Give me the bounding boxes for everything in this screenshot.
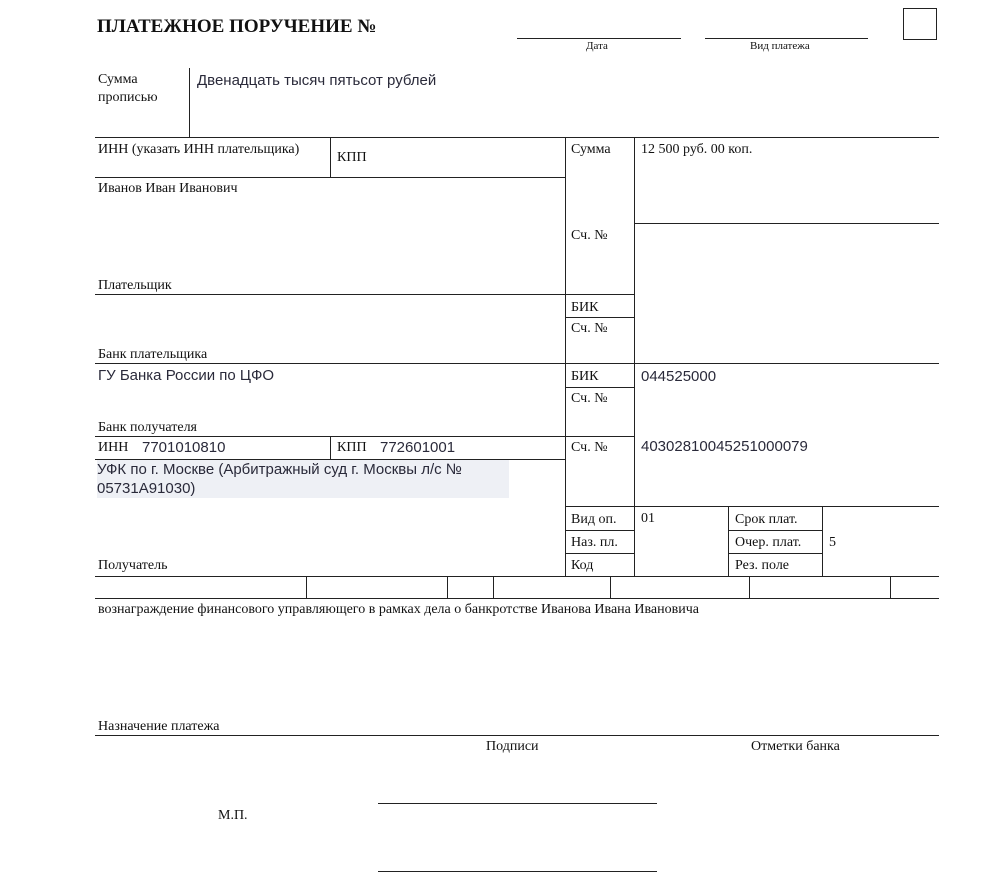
sum-bottom-line bbox=[634, 223, 939, 224]
bik-sep-line bbox=[565, 317, 634, 318]
tax-cell-divider bbox=[610, 576, 611, 598]
vid-op-label: Вид оп. bbox=[571, 512, 617, 527]
payer-account-label: Сч. № bbox=[571, 228, 608, 243]
signatures-label: Подписи bbox=[486, 739, 539, 754]
recipient-name: УФК по г. Москве (Арбитражный суд г. Москвы л/с № 05731А91030) bbox=[97, 460, 509, 498]
recipient-kpp-divider bbox=[330, 436, 331, 459]
codes-mid-divider bbox=[728, 506, 729, 576]
payment-type-label: Вид платежа bbox=[750, 40, 810, 52]
row-line-top bbox=[95, 137, 939, 138]
date-label: Дата bbox=[586, 40, 608, 52]
bik2-sep-line bbox=[565, 387, 634, 388]
ocher-plat-value: 5 bbox=[829, 535, 836, 550]
purpose-text: вознаграждение финансового управляющего в рамках дела о банкротстве Иванова Ивана Ивановича bbox=[98, 602, 699, 617]
left-col-divider bbox=[565, 137, 566, 576]
vid-op-value: 01 bbox=[641, 511, 655, 526]
form-code-box bbox=[903, 8, 937, 40]
recipient-bank-name: ГУ Банка России по ЦФО bbox=[98, 367, 275, 384]
recipient-account-value: 40302810045251000079 bbox=[641, 438, 808, 455]
tax-cell-divider bbox=[493, 576, 494, 598]
date-line bbox=[517, 38, 681, 39]
recipient-label: Получатель bbox=[98, 558, 168, 573]
mp-label: М.П. bbox=[218, 808, 248, 823]
payer-inn-line bbox=[95, 177, 565, 178]
amount-words-divider bbox=[189, 68, 190, 137]
signature-line-1 bbox=[378, 803, 657, 804]
recipient-line bbox=[95, 576, 939, 577]
amount-words-value: Двенадцать тысяч пятьсот рублей bbox=[197, 72, 437, 89]
recipient-inn-value: 7701010810 bbox=[142, 439, 226, 456]
recipient-account-label: Сч. № bbox=[571, 440, 608, 455]
payer-name: Иванов Иван Иванович bbox=[98, 181, 238, 196]
payer-bank-line bbox=[95, 363, 939, 364]
kod-label: Код bbox=[571, 558, 594, 573]
rez-pole-label: Рез. поле bbox=[735, 558, 790, 573]
purpose-line bbox=[95, 735, 939, 736]
payer-line bbox=[95, 294, 634, 295]
payer-label: Плательщик bbox=[98, 278, 172, 293]
tax-cell-divider bbox=[447, 576, 448, 598]
payment-type-line bbox=[705, 38, 868, 39]
tax-cell-divider bbox=[890, 576, 891, 598]
payer-kpp-label: КПП bbox=[337, 150, 367, 165]
payer-inn-label: ИНН (указать ИНН плательщика) bbox=[98, 142, 300, 157]
purpose-label: Назначение платежа bbox=[98, 719, 220, 734]
recipient-kpp-label: КПП bbox=[337, 440, 367, 455]
kpp-divider bbox=[330, 137, 331, 177]
recipient-inn-label: ИНН bbox=[98, 440, 129, 455]
tax-cell-divider bbox=[306, 576, 307, 598]
codes-top-line bbox=[565, 506, 939, 507]
codes-row1-line bbox=[565, 530, 634, 531]
payer-bik-label: БИК bbox=[571, 300, 599, 315]
document-title: ПЛАТЕЖНОЕ ПОРУЧЕНИЕ № bbox=[97, 16, 377, 37]
right-col-divider bbox=[634, 137, 635, 576]
codes-row2-line-right bbox=[728, 553, 822, 554]
tax-row-line bbox=[95, 598, 939, 599]
payer-bank-label: Банк плательщика bbox=[98, 347, 208, 362]
payer-corr-account-label: Сч. № bbox=[571, 321, 608, 336]
ocher-plat-label: Очер. плат. bbox=[735, 535, 802, 550]
recipient-bik-value: 044525000 bbox=[641, 368, 717, 385]
codes-row1-line-right bbox=[728, 530, 822, 531]
sum-value: 12 500 руб. 00 коп. bbox=[641, 142, 753, 157]
recipient-bik-label: БИК bbox=[571, 369, 599, 384]
codes-row2-line bbox=[565, 553, 634, 554]
amount-words-label: Сумма прописью bbox=[98, 72, 158, 105]
signature-line-2 bbox=[378, 871, 657, 872]
bank-marks-label: Отметки банка bbox=[751, 739, 840, 754]
codes-right-divider bbox=[822, 506, 823, 576]
naz-pl-label: Наз. пл. bbox=[571, 535, 618, 550]
srok-plat-label: Срок плат. bbox=[735, 512, 798, 527]
tax-cell-divider bbox=[749, 576, 750, 598]
recipient-bank-label: Банк получателя bbox=[98, 420, 197, 435]
sum-label: Сумма bbox=[571, 142, 611, 157]
recipient-corr-account-label: Сч. № bbox=[571, 391, 608, 406]
recipient-kpp-value: 772601001 bbox=[380, 439, 456, 456]
